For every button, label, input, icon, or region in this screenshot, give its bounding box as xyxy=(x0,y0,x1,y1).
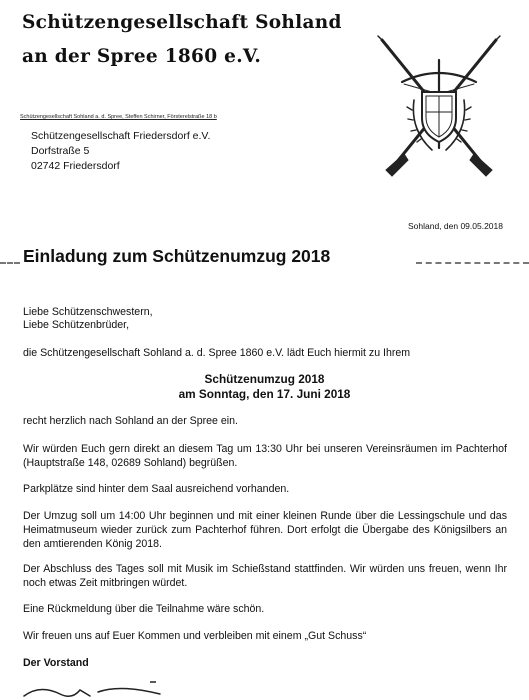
crossed-rifles-emblem-icon xyxy=(374,30,504,180)
recipient-line2: Dorfstraße 5 xyxy=(31,145,90,157)
letterhead-name-line1: Schützengesellschaft Sohland xyxy=(22,12,342,33)
intro-paragraph: die Schützengesellschaft Sohland a. d. Spree 1860 e.V. lädt Euch hiermit zu Ihrem xyxy=(23,347,411,359)
salutation-line2: Liebe Schützenbrüder, xyxy=(23,319,130,331)
recipient-line1: Schützengesellschaft Friedersdorf e.V. xyxy=(31,130,211,142)
salutation-line1: Liebe Schützenschwestern, xyxy=(23,306,153,318)
recipient-line3: 02742 Friedersdorf xyxy=(31,160,120,172)
event-date: am Sonntag, den 17. Juni 2018 xyxy=(178,387,351,401)
letter-date: Sohland, den 09.05.2018 xyxy=(407,221,503,231)
heading-rule-left xyxy=(0,262,20,264)
paragraph-1: recht herzlich nach Sohland an der Spree ein. xyxy=(23,415,238,427)
paragraph-7: Wir freuen uns auf Euer Kommen und verbleiben mit einem „Gut Schuss“ xyxy=(23,630,367,642)
closing-signoff: Der Vorstand xyxy=(23,657,89,669)
paragraph-6: Eine Rückmeldung über die Teilnahme wäre schön. xyxy=(23,603,265,615)
event-title: Schützenumzug 2018 xyxy=(204,372,325,386)
paragraph-5: Der Abschluss des Tages soll mit Musik im Schießstand stattfinden. Wir würden uns freuen, wenn Ihr noch etwas Zeit mitbringen würdet. xyxy=(23,563,507,589)
letterhead-name-line2: an der Spree 1860 e.V. xyxy=(22,46,262,67)
paragraph-2: Wir würden Euch gern direkt an diesem Tag um 13:30 Uhr bei unseren Vereinsräumen im Pachterhof (Hauptstraße 148, 02689 Sohland) begrüßen. xyxy=(23,443,507,469)
heading-rule-right xyxy=(416,262,529,264)
paragraph-3: Parkplätze sind hinter dem Saal ausreichend vorhanden. xyxy=(23,483,290,495)
signature-icon xyxy=(20,676,170,700)
letter-heading: Einladung zum Schützenumzug 2018 xyxy=(23,246,331,266)
sender-line: Schützengesellschaft Sohland a. d. Spree, Steffen Schirner, Försterelstraße 18 b xyxy=(20,114,217,120)
paragraph-4: Der Umzug soll um 14:00 Uhr beginnen und mit einer kleinen Runde über die Lessingschule und das Heimatmuseum wieder zurück zum Pachterhof führen. Dort erfolgt die Übergabe des Königsilbers an den amtierenden König 2018. xyxy=(23,510,507,550)
